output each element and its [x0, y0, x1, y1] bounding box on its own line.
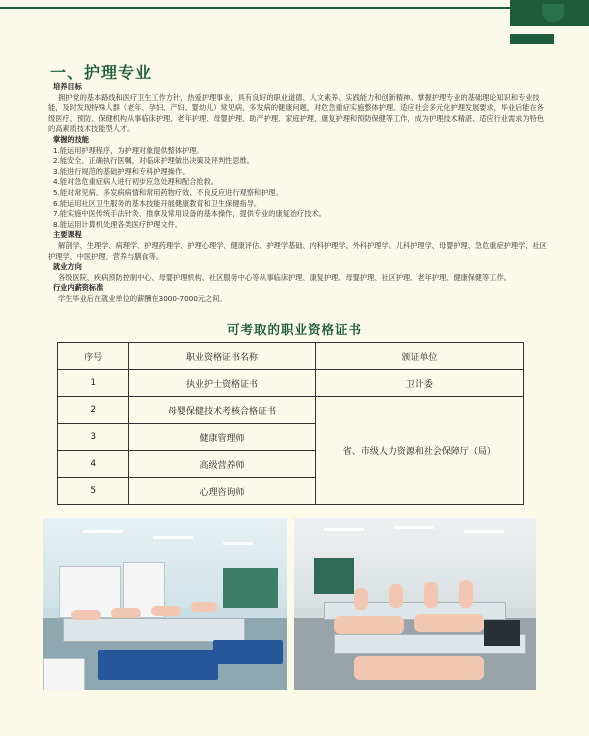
table-header-row: [58, 343, 524, 370]
goals-heading: 培养目标: [53, 82, 82, 91]
employment-heading: 就业方向: [53, 262, 82, 272]
row-number: 4: [58, 451, 129, 478]
skill-item: 7.能实施中医传统手法针灸、推拿及常用设备的基本操作，提供专业的康复治疗技术。: [53, 209, 326, 219]
row-number: 5: [58, 478, 129, 505]
row-name: 执业护士资格证书: [129, 370, 315, 397]
corner-stripe: [510, 34, 554, 44]
row-name: 心理咨询师: [129, 478, 315, 505]
row-number: 1: [58, 370, 129, 397]
leaf-icon: [542, 4, 564, 22]
skill-item: 8.能运用计算机处理各类医疗护理文件。: [53, 219, 183, 229]
goals-text: 拥护党的基本路线和医疗卫生工作方针，热爱护理事业，具有良好的职业道德、人文素养、实践能力和创新精神。掌握护理专业的基础理论知识和专业技能，及时发现特殊人群（老年、孕妇、产妇、婴幼儿）常见病、多发病的健康问题，对危急重症实施整体护理。适应社会多元化护理发展要求，毕业后能在各级医疗、预防、保健机构从事临床护理、老年护理、母婴护理、助产护理、家庭护理、康复护理和预防保健等工作，成为护理技术精湛、适应行业需求为特色的高素质技术技能型人才。: [48, 92, 544, 134]
corner-logo-block: [510, 0, 589, 26]
header-number: 序号: [58, 343, 129, 370]
certificates-title: 可考取的职业资格证书: [226, 322, 362, 337]
row-name: 母婴保健技术考核合格证书: [129, 397, 315, 424]
row-name: 高级营养师: [129, 451, 315, 478]
table-row: [58, 370, 524, 397]
employment-text: 各级医院、疾病预防控制中心、母婴护理机构、社区服务中心等从事临床护理、康复护理、母婴护理、社区护理、老年护理、健康保健等工作。: [58, 272, 511, 282]
mannequin-lab-photo: [294, 518, 536, 690]
skill-item: 4.能对急危重症病人进行初步应急处理和配合抢救。: [53, 177, 218, 187]
header-name: 职业资格证书名称: [129, 343, 315, 370]
skill-item: 2.能安全、正确执行医嘱，对临床护理做出决策及评判性思维。: [53, 156, 254, 166]
header-issuer: 颁证单位: [315, 343, 523, 370]
row-issuer-merged: 省、市级人力资源和社会保障厅（局）: [315, 397, 523, 505]
courses-text: 解剖学、生理学、病理学、护理药理学、护理心理学、健康评估、护理学基础、内科护理学、外科护理学、儿科护理学、母婴护理、急危重症护理学、社区护理学、中医护理、营养与膳食等。: [48, 240, 547, 261]
row-name: 健康管理师: [129, 424, 315, 451]
skill-item: 3.能进行规范的基础护理和专科护理操作。: [53, 166, 190, 176]
skill-item: 6.能运用社区卫生服务的基本技能开展健康教育和卫生保健指导。: [53, 198, 262, 208]
row-number: 3: [58, 424, 129, 451]
section-title: 一、护理专业: [50, 63, 153, 82]
skill-item: 1.能运用护理程序，为护理对象提供整体护理。: [53, 145, 204, 155]
program-description: [48, 82, 548, 304]
top-decoration: [0, 0, 510, 14]
row-issuer: 卫计委: [315, 370, 523, 397]
courses-heading: 主要课程: [53, 230, 82, 240]
skills-heading: 掌握的技能: [53, 134, 89, 144]
salary-text: 学生毕业后在就业单位的薪酬在3000-7000元之间。: [58, 293, 227, 303]
certificates-table: [57, 342, 524, 505]
row-number: 2: [58, 397, 129, 424]
training-room-photo: [43, 518, 287, 690]
skill-item: 5.能对常见病、多发病病情和常用药物疗效、不良反应进行观察和护理。: [53, 187, 283, 197]
table-row: [58, 397, 524, 424]
salary-heading: 行业内薪资标准: [53, 283, 104, 293]
